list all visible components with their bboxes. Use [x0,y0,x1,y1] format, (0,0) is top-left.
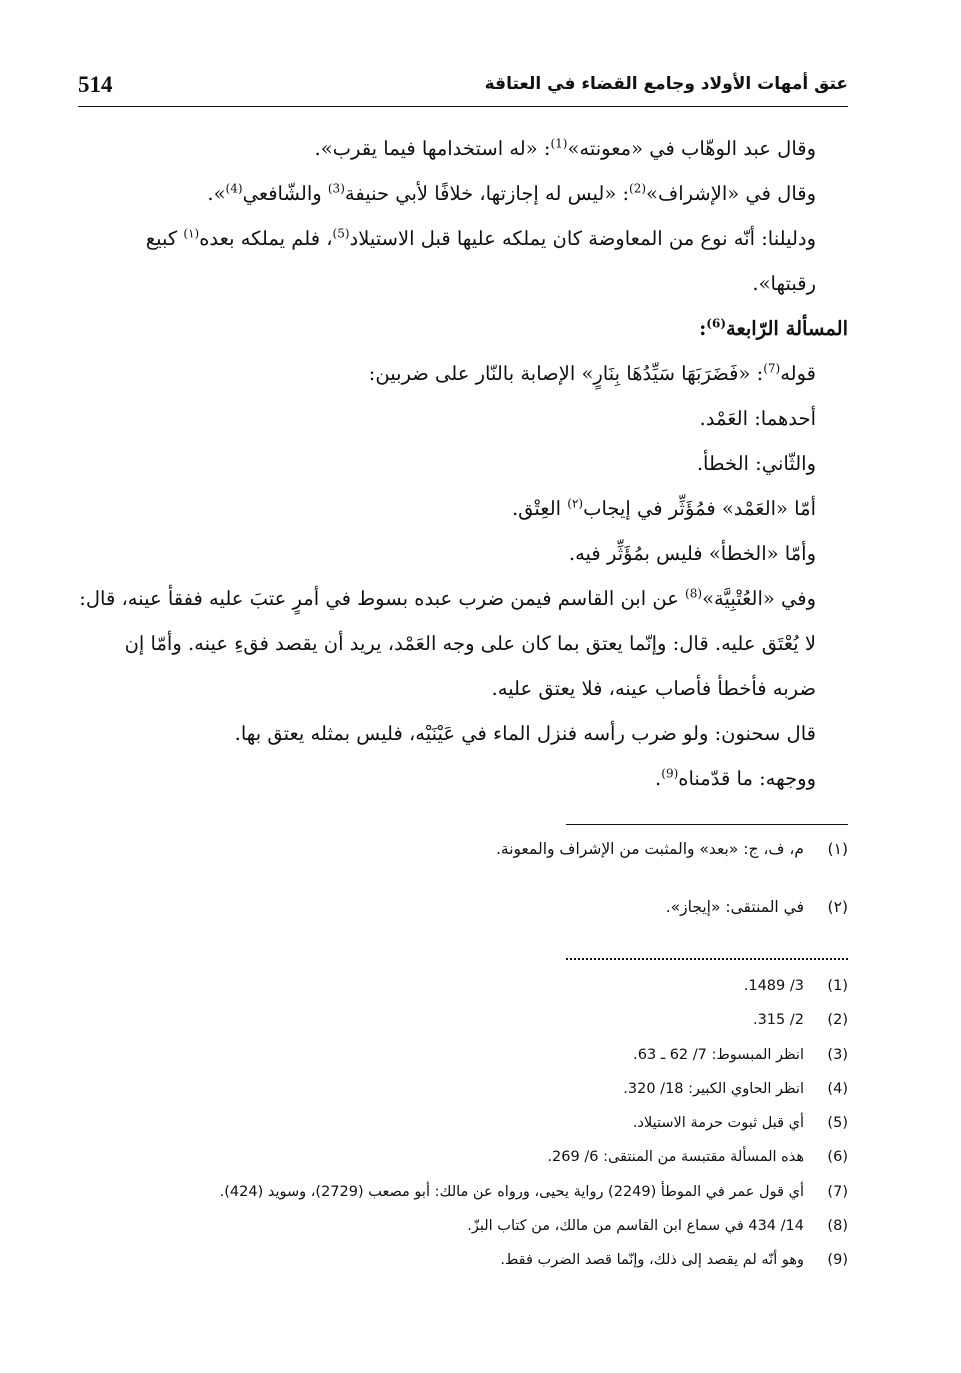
paragraph: قال سحنون: ولو ضرب رأسه فنزل الماء في عَيْنَيْه، فليس بمثله يعتق بها. [234,722,816,745]
footnote-ref: (2) [629,181,647,196]
footnote [78,978,848,1012]
paragraph: قوله$^{(7)}$: «فَضَرَبَهَا سَيِّدُهَا بِنَارٍ» الإصابة بالنّار على ضربين: [368,361,816,385]
footnote-number: (7) [827,1183,848,1200]
footnote-number: (3) [827,1046,848,1063]
footnote [78,1115,848,1149]
paragraph: وفي «العُتْبِيَّة»$^{(8)}$ عن ابن القاسم فيمن ضرب عبده بسوط في أمرٍ عتبَ عليه ففقأ عينه، قال: لا يُعْتَق عليه. قال: وإنّما يعتق بما كان على وجه العَمْد، يريد أن يقصد فقءِ عينه. وأمّا إن ضربه فأخطأ فأصاب عينه، فلا يعتق عليه. [79,586,816,700]
footnote-ref: (٢) [567,496,584,511]
source-footnotes [78,978,848,1287]
variant-footnotes [78,840,848,956]
footnote-text: م، ف، ج: «بعد» والمثبت من الإشراف والمعونة. [495,840,804,858]
footnote-ref: (١) [183,226,200,241]
footnote-text: انظر المبسوط: 7/ 62 ـ 63. [633,1046,804,1063]
paragraph: والثّاني: الخطأ. [696,452,816,475]
header-rule [78,106,848,107]
footnote-number: (5) [827,1115,848,1132]
footnote [78,1184,848,1218]
footnote-text: أي قبل ثبوت حرمة الاستيلاد. [632,1115,804,1132]
footnote [78,1047,848,1081]
footnote-number: (1) [827,978,848,994]
footnote-text: وهو أنّه لم يقصد إلى ذلك، وإنّما قصد الضرب فقط. [500,1252,804,1269]
paragraph: ووجهه: ما قدّمناه$^{(9)}$. [655,766,816,790]
paragraph: وأمّا «الخطأ» فليس بمُؤَثِّر فيه. [568,542,816,565]
footnote [78,1012,848,1046]
footnote-text: في المنتقى: «إيجاز». [665,898,804,916]
footnote-ref: (7) [763,361,781,376]
footnote-text: 2/ 315. [752,1012,804,1029]
footnote [78,1081,848,1115]
paragraph: ودليلنا: أنّه نوع من المعاوضة كان يملكه عليها قبل الاستيلاد$^{(5)}$، فلم يملكه بعده$^{(١)}$ كبيع رقبتها». [145,226,816,295]
footnote [78,1218,848,1252]
footnote-text: هذه المسألة مقتبسة من المنتقى: 6/ 269. [547,1149,804,1166]
paragraph: وقال عبد الوهّاب في «معونته»$^{(1)}$: «له استخدامها فيما يقرب». [314,136,816,160]
main-text [78,126,848,801]
paragraph: وقال في «الإشراف»$^{(2)}$: «ليس له إجازتها، خلافًا لأبي حنيفة$^{(3)}$ والشّافعي$^{(4)}$». [207,181,816,205]
section-heading: المسألة الرّابعة$^{(6)}$: [699,316,848,340]
footnote [78,898,848,956]
footnote-number: (9) [827,1252,848,1269]
footnote-number: (٢) [827,898,848,916]
footnote-ref: (3) [327,181,345,196]
footnote-text: أي قول عمر في الموطأ (2249) رواية يحيى، ورواه عن مالك: أبو مصعب (2729)، وسويد (424). [219,1183,804,1200]
footnote-number: (2) [827,1012,848,1029]
footnote-ref: (8) [685,586,703,601]
footnote-number: (8) [827,1218,848,1235]
footnote-text: انظر الحاوي الكبير: 18/ 320. [623,1080,804,1097]
footnote-ref: (6) [706,316,727,331]
paragraph: أمّا «العَمْد» فمُؤَثِّر في إيجاب$^{(٢)}$ العِتْق. [511,496,816,520]
dotted-separator [566,958,848,960]
footnote [78,840,848,898]
footnote-number: (6) [827,1149,848,1166]
footnote-ref: (1) [550,136,568,151]
footnote-separator [566,824,848,825]
footnote-number: (4) [827,1080,848,1097]
running-title: عتق أمهات الأولاد وجامع القضاء في العتاقة [484,74,848,94]
footnote-text: 14/ 434 في سماع ابن القاسم من مالك، من كتاب البزّ. [467,1218,804,1235]
footnote-number: (١) [827,840,848,858]
footnote [78,1252,848,1286]
footnote-text: 3/ 1489. [743,978,804,994]
paragraph: أحدهما: العَمْد. [699,407,816,430]
footnote-ref: (4) [225,181,243,196]
footnote [78,1149,848,1183]
page-number: 514 [78,72,113,97]
footnote-ref: (9) [661,766,679,781]
footnote-ref: (5) [332,226,350,241]
